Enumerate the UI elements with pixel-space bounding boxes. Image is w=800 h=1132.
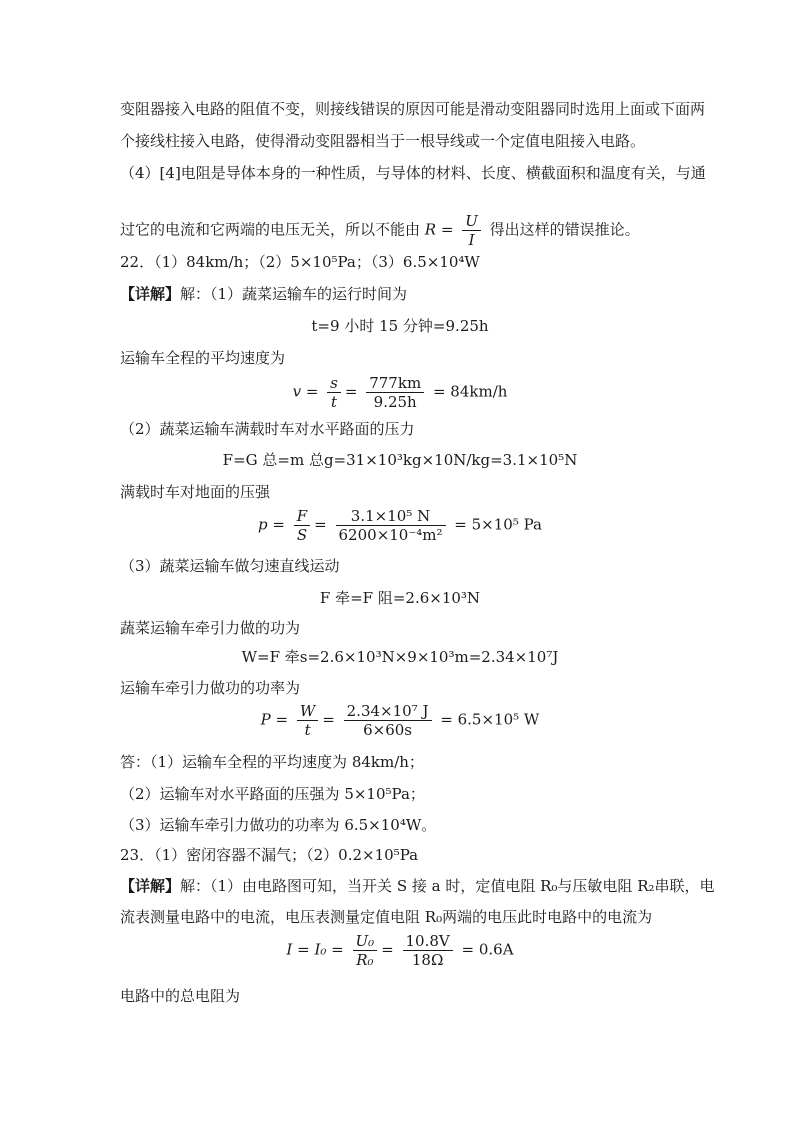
- numerator: U₀: [353, 932, 378, 951]
- text-line: 流表测量电路中的电流，电压表测量定值电阻 R₀两端的电压此时电路中的电流为: [120, 908, 653, 926]
- detail-text: 解：（1）蔬菜运输车的运行时间为: [180, 285, 408, 303]
- power-formula: P = $\frac{W}{t}$ = $\frac{\text{2.34×10⁷ J}}{6\times 60s}$ = 6.5×10⁵ W: [260, 702, 540, 739]
- ohm-fraction: [462, 212, 481, 249]
- numerator: s: [327, 374, 341, 393]
- work-equation: W=F 牵s=2.6×10³N×9×10³m=2.34×10⁷J: [241, 648, 559, 666]
- formula-rhs: = 6.5×10⁵ W: [440, 710, 540, 729]
- formula-rhs: = 0.6A: [461, 940, 514, 959]
- text-line: 个接线柱接入电路，使得滑动变阻器相当于一根导线或一个定值电阻接入电路。: [120, 132, 646, 150]
- pressure-formula: p = $\frac{F}{S}$ = $\frac{\text{3.1×10⁵ N}}{\text{6200×10⁻⁴m²}}$ = 5×10⁵ Pa: [258, 507, 542, 544]
- text-fragment: 得出这样的错误推论。: [489, 220, 640, 239]
- denominator: S: [296, 526, 308, 544]
- text-line: 满载时车对地面的压强: [120, 483, 271, 501]
- question-22-answer: 22．（1）84km/h；（2）5×10⁵Pa；（3）6.5×10⁴W: [120, 253, 480, 271]
- text-line: 蔬菜运输车牵引力做的功为: [120, 619, 301, 637]
- formula-lhs: v =: [292, 382, 319, 401]
- numerator: U: [462, 212, 481, 231]
- detail-tag: 【详解】: [120, 285, 181, 303]
- numerator: 777km: [366, 374, 424, 393]
- answer-line: （2）运输车对水平路面的压强为 5×10⁵Pa；: [120, 785, 425, 803]
- formula-rhs: = 84km/h: [432, 382, 508, 401]
- denominator: 6200×10⁻⁴m²: [338, 526, 443, 544]
- text-line: （3）蔬菜运输车做匀速直线运动: [120, 557, 340, 575]
- numerator: F: [294, 507, 310, 526]
- force-equation: F=G 总=m 总g=31×10³kg×10N/kg=3.1×10⁵N: [222, 451, 578, 469]
- formula-lhs: R =: [424, 220, 454, 239]
- detail-heading: [120, 284, 407, 304]
- denominator: 18Ω: [411, 951, 444, 969]
- numerator: 10.8V: [403, 932, 453, 951]
- fraction: [336, 507, 446, 544]
- formula-lhs: I = I₀ =: [286, 940, 344, 959]
- velocity-formula: v = $\frac{s}{t}$ = $\frac{777km}{9.25h}$ = 84km/h: [292, 374, 508, 411]
- denominator: t: [304, 721, 311, 739]
- traction-equation: F 牵=F 阻=2.6×10³N: [319, 589, 481, 607]
- formula-lhs: p =: [258, 515, 285, 534]
- text-line-with-formula: [120, 212, 640, 249]
- time-equation: t=9 小时 15 分钟=9.25h: [311, 317, 489, 335]
- denominator: 6×60s: [363, 721, 413, 739]
- text-line: （4）[4]电阻是导体本身的一种性质，与导体的材料、长度、横截面积和温度有关，与通: [120, 164, 706, 182]
- denominator: R₀: [356, 951, 374, 969]
- current-formula: I = I₀ = $\frac{\text{U₀}}{\text{R₀}}$ = $\frac{10.8V}{18\Omega}$ = 0.6A: [286, 932, 514, 969]
- fraction: [353, 932, 378, 969]
- answer-line: 答：（1）运输车全程的平均速度为 84km/h；: [120, 753, 424, 771]
- fraction: [344, 702, 432, 739]
- answer-line: （3）运输车牵引力做功的功率为 6.5×10⁴W。: [120, 816, 437, 834]
- text-line: 变阻器接入电路的阻值不变，则接线错误的原因可能是滑动变阻器同时选用上面或下面两: [120, 100, 706, 118]
- text-line: 运输车全程的平均速度为: [120, 349, 286, 367]
- text-line: （2）蔬菜运输车满载时车对水平路面的压力: [120, 420, 415, 438]
- text-fragment: 过它的电流和它两端的电压无关，所以不能由: [120, 220, 421, 239]
- denominator: t: [331, 393, 338, 411]
- numerator: W: [297, 702, 318, 721]
- formula-lhs: P =: [260, 710, 289, 729]
- fraction: [403, 932, 453, 969]
- denominator: I: [468, 231, 475, 249]
- fraction: [366, 374, 424, 411]
- denominator: 9.25h: [373, 393, 417, 411]
- formula-rhs: = 5×10⁵ Pa: [454, 515, 542, 534]
- text-line: 运输车牵引力做功的功率为: [120, 679, 301, 697]
- fraction: [294, 507, 310, 544]
- detail-text: 解：（1）由电路图可知，当开关 S 接 a 时，定值电阻 R₀与压敏电阻 R₂串联，电: [180, 877, 715, 895]
- fraction: [297, 702, 318, 739]
- fraction: [327, 374, 341, 411]
- text-line: 电路中的总电阻为: [120, 987, 241, 1005]
- question-23-answer: 23．（1）密闭容器不漏气；（2）0.2×10⁵Pa: [120, 846, 419, 864]
- detail-heading: [120, 876, 715, 896]
- numerator: 2.34×10⁷ J: [344, 702, 432, 721]
- detail-tag: 【详解】: [120, 877, 181, 895]
- numerator: 3.1×10⁵ N: [336, 507, 446, 526]
